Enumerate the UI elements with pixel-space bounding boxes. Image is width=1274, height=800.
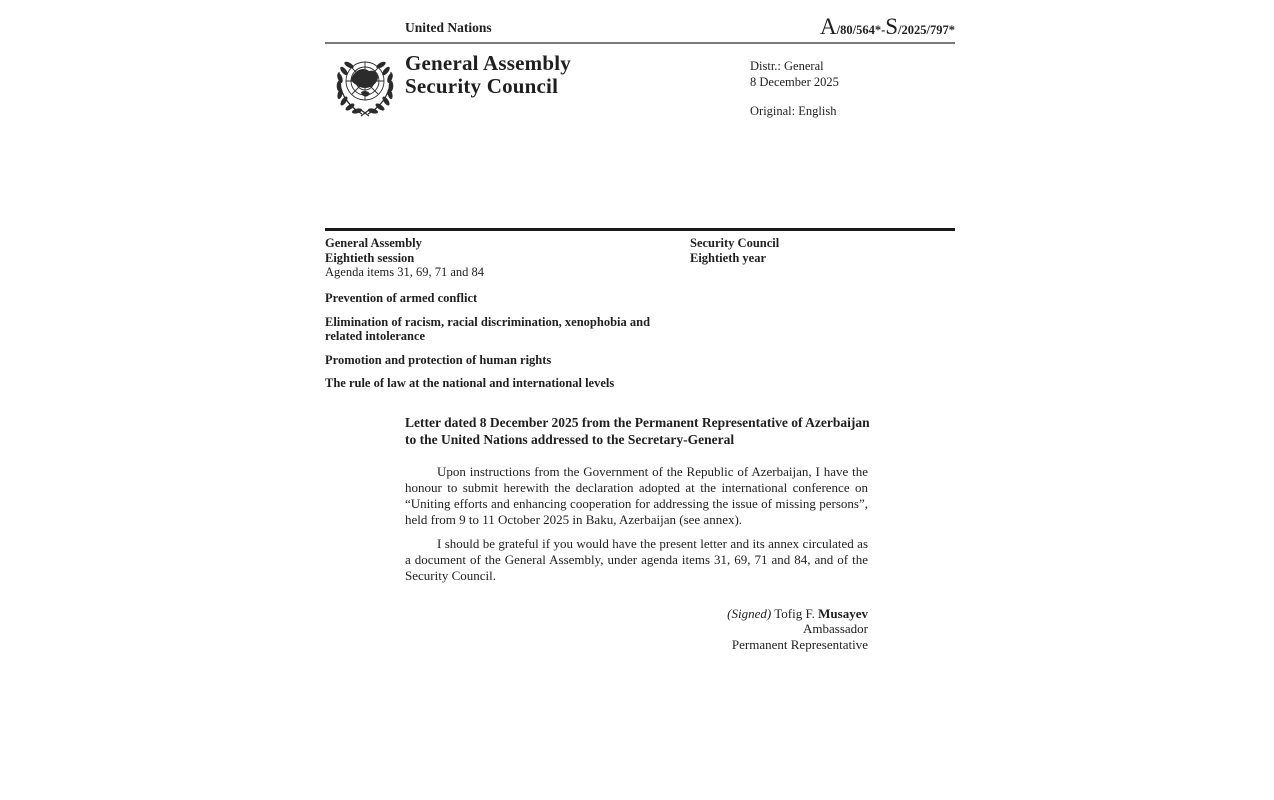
security-council-session-block: [690, 236, 779, 265]
symbol-s-large: S: [885, 14, 899, 39]
signed-surname: Musayev: [818, 605, 868, 621]
sc-year: Eightieth year: [690, 250, 767, 265]
header-divider-rule: [325, 42, 955, 44]
agenda-heading: The rule of law at the national and international levels: [325, 376, 615, 390]
signature-block: [405, 606, 868, 653]
masthead-titles: [405, 52, 571, 98]
agenda-item-headings: [325, 291, 955, 391]
symbol-s-small: /2025/797*: [898, 23, 955, 37]
ga-title: General Assembly: [325, 236, 422, 250]
signed-name: Tofig F.: [771, 605, 819, 621]
ga-session: Eightieth session: [325, 250, 415, 265]
symbol-a-small: /80/564*-: [836, 23, 886, 37]
document-header-top: [325, 14, 955, 39]
distr-line: Distr.: General: [750, 59, 824, 73]
masthead-security-council: Security Council: [405, 74, 559, 98]
letter-paragraph-2: I should be grateful if you would have the present letter and its annex circulated as a document of the General Assembly, under agenda items 31, 69, 71 and 84, and of the Security Council.: [405, 535, 868, 583]
letter-title: Letter dated 8 December 2025 from the Permanent Representative of Azerbaijan to the United Nations addressed to the Secretary-General: [405, 414, 870, 447]
ga-agenda-items: Agenda items 31, 69, 71 and 84: [325, 265, 485, 279]
date-line: 8 December 2025: [750, 74, 839, 89]
original-language-line: Original: English: [750, 104, 837, 118]
agenda-heading: Elimination of racism, racial discrimination, xenophobia and related intolerance: [325, 314, 651, 343]
un-document-page: [325, 0, 955, 652]
sc-title: Security Council: [690, 236, 780, 250]
section-divider-rule: [325, 228, 955, 231]
symbol-a-large: A: [820, 14, 837, 39]
letter-paragraph-1: Upon instructions from the Government of the Republic of Azerbaijan, I have the honour to submit herewith the declaration adopted at the international conference on “Uniting efforts and enhancing cooperation for addressing the issue of missing persons”, held from 9 to 11 October 2025 in Baku, Azerbaijan (see annex).: [405, 463, 868, 527]
signature-title-ambassador: Ambassador: [803, 621, 868, 636]
distribution-block: [750, 59, 839, 120]
agenda-heading: Promotion and protection of human rights: [325, 352, 552, 367]
signature-title-permanent-representative: Permanent Representative: [731, 636, 868, 652]
general-assembly-session-block: [325, 236, 484, 280]
signature-line: [405, 606, 868, 622]
masthead-general-assembly: General Assembly: [405, 51, 571, 75]
agenda-heading: Prevention of armed conflict: [325, 291, 478, 305]
un-emblem-icon: [331, 50, 399, 120]
signed-label: (Signed): [727, 605, 772, 621]
masthead: [325, 50, 955, 120]
session-info: [325, 236, 955, 280]
document-symbol: [820, 14, 955, 40]
org-name: United Nations: [405, 20, 492, 35]
